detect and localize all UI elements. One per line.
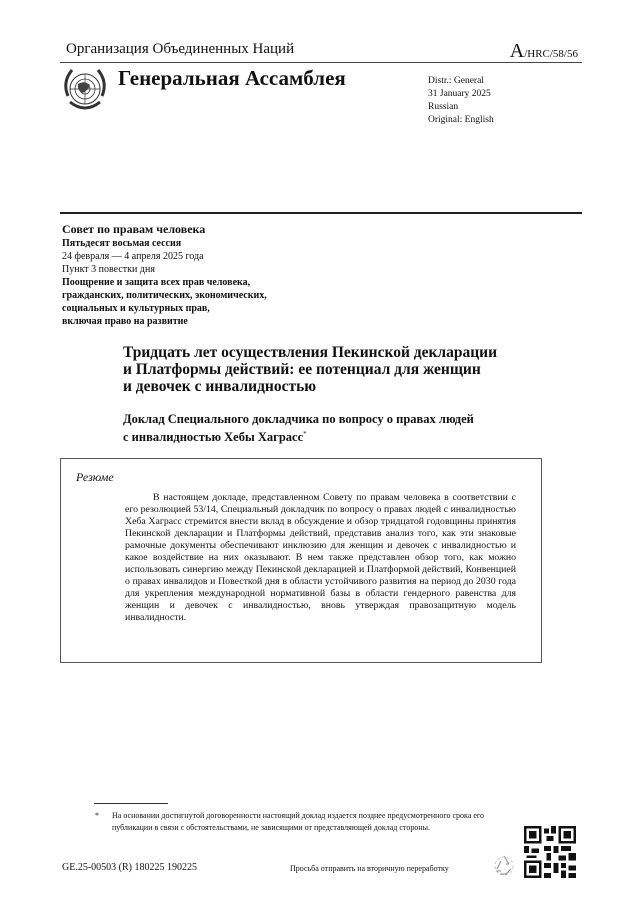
- footnote-mark: *: [95, 811, 99, 820]
- subtitle-line: Доклад Специального докладчика по вопросу о правах людей: [123, 412, 474, 426]
- recycle-icon: [492, 853, 516, 877]
- footnote-text: На основании достигнутой договоренности настоящий доклад издается позднее предусмотренного срока его публикации в связи с обстоятельствами, не зависящими от представляющей доклад стороны.: [112, 811, 485, 832]
- summary-text: В настоящем докладе, представленном Совету по правам человека в соответствии с его резолюцией 53/14, Специальный докладчик по вопросу о правах людей с инвалидностью Хеба Хаграсс стремится внести вклад в обсуждение и обзор тридцатой годовщины принятия Пекинской декларации и Платформы действий, представив анализ того, как эти знаковые рамочные документы обеспечивают инклюзию для женщин и девочек с инвалидностью и какое воздействие на них оказывают. В нем также представлен обзор того, как можно использовать синергию между Пекинской декларацией и Платформой действий, Конвенцией о правах инвалидов и Повесткой дня в области устойчивого развития на период до 2030 года для укрепления международной нормативной базы в области гендерного равенства для женщин и девочек с инвалидностью, вновь утверждая правозащитную модель инвалидности.: [125, 492, 516, 623]
- subtitle-line: с инвалидностью Хебы Хаграсс: [123, 430, 304, 445]
- language: Russian: [428, 102, 459, 112]
- symbol-rest: /HRC/58/56: [524, 48, 578, 60]
- council-name: Совет по правам человека: [62, 222, 206, 236]
- footnote-rule: [94, 803, 168, 804]
- title-line: и Платформы действий: ее потенциал для женщин: [123, 361, 481, 378]
- session-dates: 24 февраля — 4 апреля 2025 года: [62, 251, 204, 262]
- agenda-item: Пункт 3 повестки дня: [62, 264, 155, 275]
- qr-code-icon[interactable]: [524, 826, 576, 878]
- un-emblem-icon: [60, 66, 110, 116]
- agenda-topic-line: включая право на развитие: [62, 316, 188, 327]
- summary-heading: Резюме: [76, 470, 114, 484]
- agenda-topic-line: Поощрение и защита всех прав человека,: [62, 277, 251, 288]
- recycle-notice: Просьба отправить на вторичную переработку: [290, 864, 449, 873]
- title-line: и девочек с инвалидностью: [123, 378, 317, 395]
- organization-name: Организация Объединенных Наций: [66, 41, 295, 57]
- title-line: Тридцать лет осуществления Пекинской декларации: [123, 344, 498, 361]
- agenda-topic-line: гражданских, политических, экономических,: [62, 290, 267, 301]
- council-block: [62, 222, 267, 328]
- agenda-topic-line: социальных и культурных прав,: [62, 303, 210, 314]
- header-rule: [60, 62, 582, 63]
- session: Пятьдесят восьмая сессия: [62, 238, 182, 249]
- symbol-prefix: A: [509, 40, 525, 62]
- issue-date: 31 January 2025: [428, 89, 491, 99]
- document-title: [123, 344, 497, 395]
- footnote: [95, 810, 492, 834]
- general-assembly-heading: Генеральная Ассамблея: [118, 66, 346, 90]
- footnote-reference[interactable]: *: [303, 430, 307, 438]
- job-number: GE.25-00503 (R) 180225 190225: [62, 862, 197, 873]
- document-symbol: [510, 40, 578, 63]
- section-rule: [60, 212, 582, 214]
- distribution-block: [428, 75, 494, 127]
- original-language: Original: English: [428, 115, 494, 125]
- distribution: Distr.: General: [428, 76, 484, 86]
- document-subtitle: [123, 412, 474, 445]
